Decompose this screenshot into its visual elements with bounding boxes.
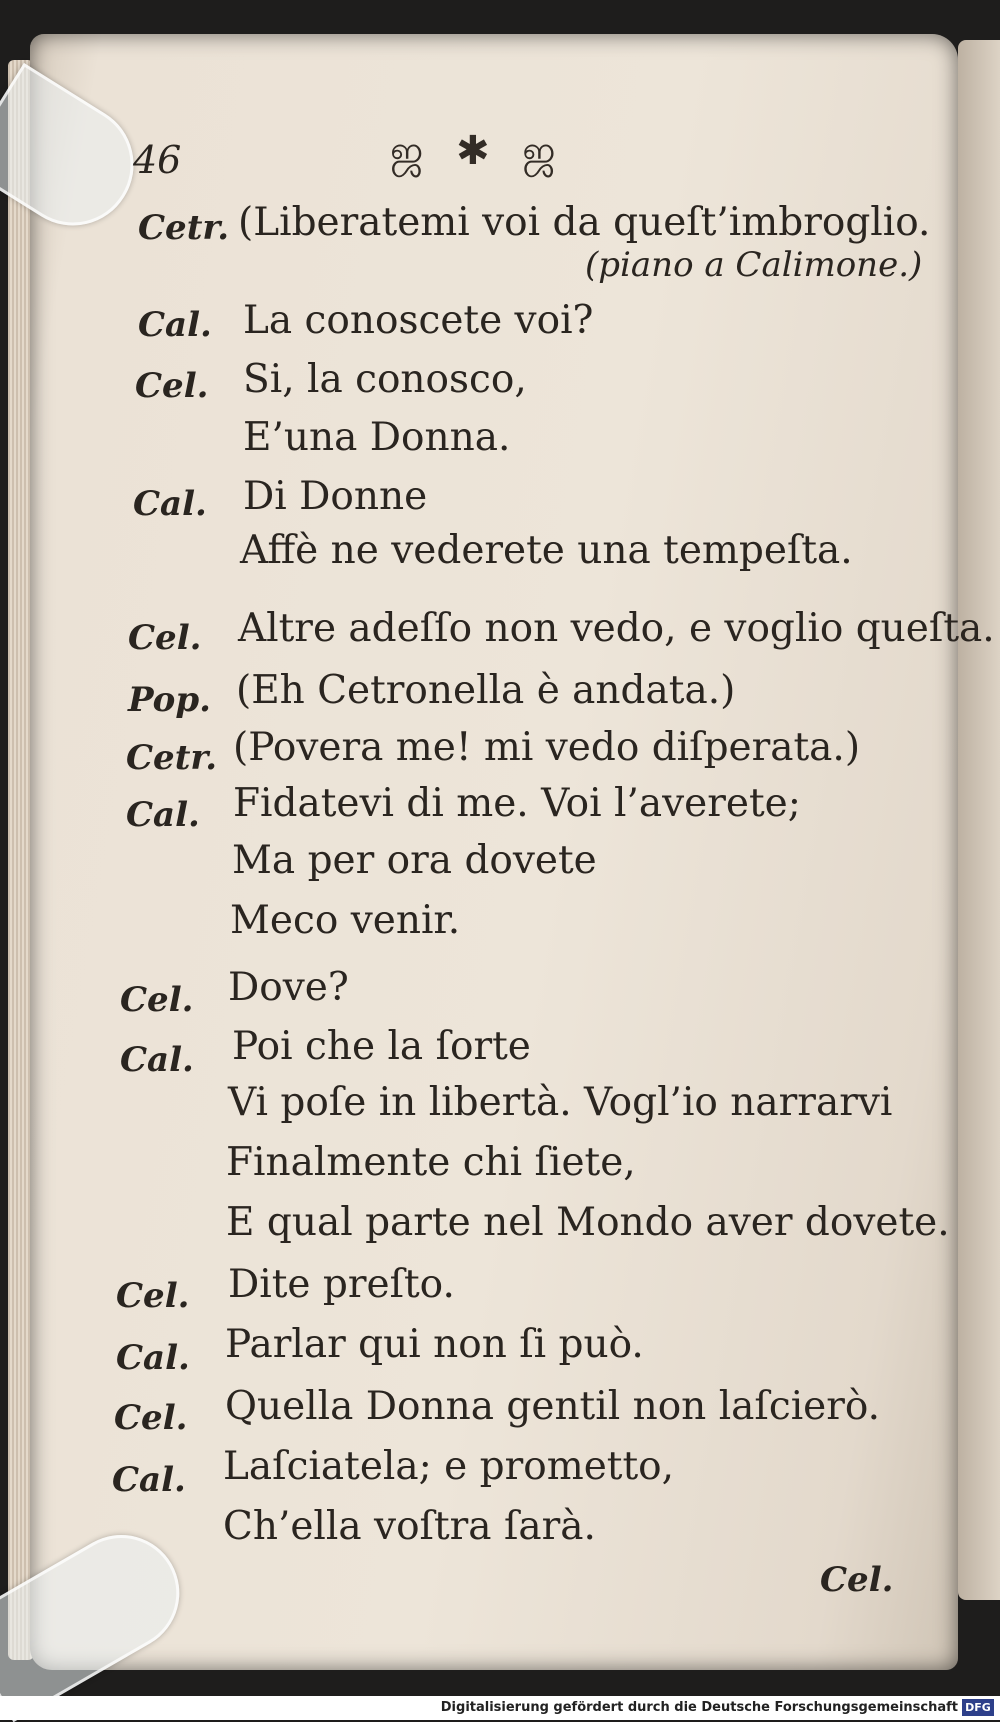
speaker-label: Cel. [116, 1276, 190, 1316]
speaker-label: Cal. [112, 1460, 186, 1500]
speaker-label: Cetr. [138, 208, 230, 248]
dialogue-line: Dite preſto. [228, 1262, 455, 1307]
header-ornament: ஜ ✱ ஜ [390, 128, 566, 174]
dialogue-line: Dove? [228, 965, 349, 1010]
speaker-label: Cal. [116, 1338, 190, 1378]
speaker-label: Cal. [120, 1040, 194, 1080]
dialogue-line: E qual parte nel Mondo aver dovete. [226, 1200, 950, 1245]
dialogue-line: Si, la conosco, [243, 357, 527, 402]
catchword: Cel. [820, 1560, 894, 1600]
dialogue-line: (Eh Cetronella è andata.) [236, 668, 736, 713]
dialogue-line: Ch’ella voſtra ſarà. [223, 1504, 596, 1549]
speaker-label: Cel. [114, 1398, 188, 1438]
page-number: 46 [133, 138, 182, 182]
speaker-label: Cal. [126, 795, 200, 835]
dfg-logo: DFG [962, 1699, 994, 1716]
speaker-label: Cel. [120, 980, 194, 1020]
speaker-label: Cetr. [126, 738, 218, 778]
dialogue-line: (Liberatemi voi da queſt’imbroglio. [238, 200, 931, 245]
speaker-label: Cal. [133, 484, 207, 524]
speaker-label: Pop. [128, 680, 211, 720]
dialogue-line: Ma per ora dovete [232, 838, 597, 883]
speaker-label: Cel. [135, 366, 209, 406]
speaker-label: Cal. [138, 305, 212, 345]
dialogue-line: Di Donne [243, 474, 428, 519]
dialogue-line: Fidatevi di me. Voi l’averete; [233, 781, 801, 826]
dialogue-line: Quella Donna gentil non laſcierò. [225, 1384, 881, 1429]
dialogue-line: Vi poſe in libertà. Vogl’io narrarvi [228, 1080, 893, 1125]
dialogue-line: Poi che la ſorte [232, 1024, 531, 1069]
dialogue-line: Affè ne vederete una tempeſta. [240, 528, 853, 573]
dialogue-line: (Povera me! mi vedo diſperata.) [233, 725, 861, 770]
dialogue-line: Altre adeſſo non vedo, e voglio queſta. [238, 606, 995, 651]
dialogue-line: Laſciatela; e prometto, [223, 1444, 675, 1489]
dialogue-line: Finalmente chi ſiete, [226, 1140, 636, 1185]
funding-credit: Digitalisierung gefördert durch die Deutsche Forschungsgemeinschaft [440, 1700, 958, 1715]
dialogue-line: La conoscete voi? [243, 298, 594, 343]
speaker-label: Cel. [128, 618, 202, 658]
dialogue-line: E’una Donna. [243, 415, 511, 460]
dialogue-line: Parlar qui non ſi può. [225, 1322, 644, 1367]
next-page-edge [958, 40, 1000, 1600]
dialogue-line: Meco venir. [230, 898, 461, 943]
stage-direction: (piano a Calimone.) [585, 245, 923, 285]
digitization-footer [0, 1696, 1000, 1720]
